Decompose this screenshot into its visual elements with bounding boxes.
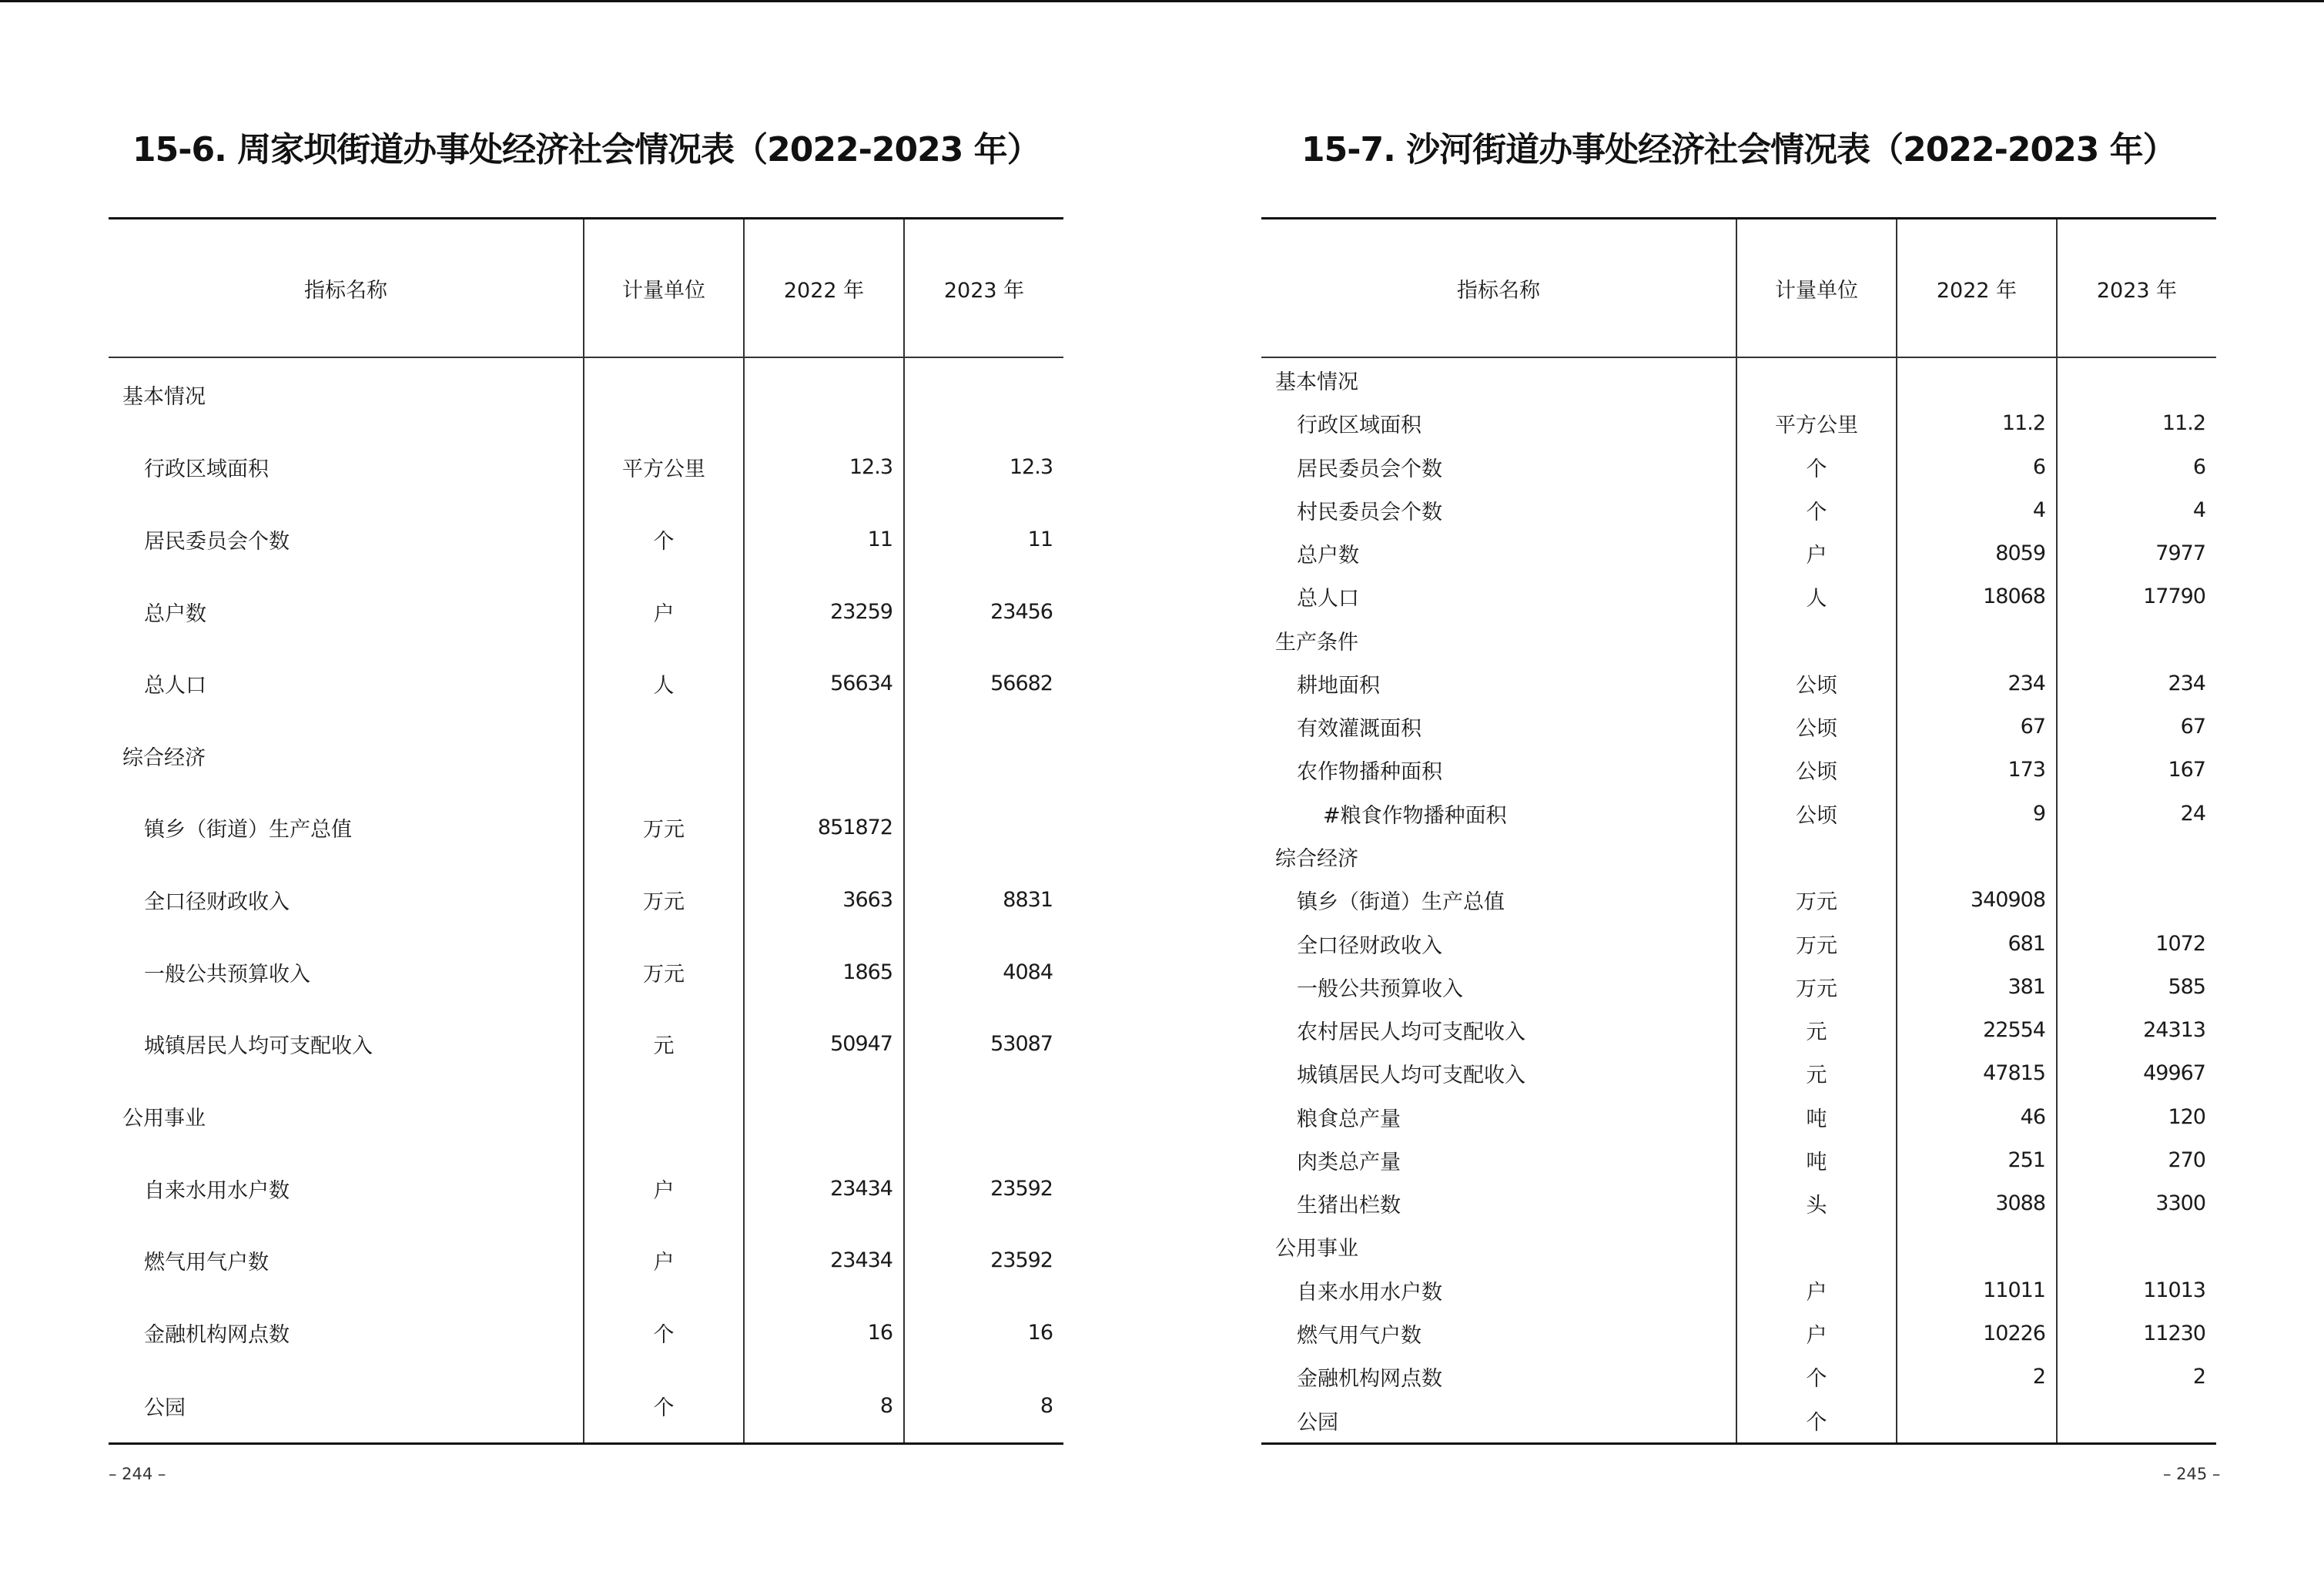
unit-cell: 元 <box>1736 1052 1897 1095</box>
value-2023-cell: 270 <box>2057 1138 2216 1181</box>
indicator-name-cell: 有效灌溉面积 <box>1297 717 1422 742</box>
table-section-row <box>109 357 1063 431</box>
value-2022-cell <box>1897 357 2057 402</box>
indicator-name-cell: 全口径财政收入 <box>1297 933 1442 958</box>
indicator-name-cell: 农村居民人均可支配收入 <box>1297 1020 1525 1045</box>
value-2022-cell: 56634 <box>744 648 904 720</box>
value-2022-cell: 6 <box>1897 445 2057 488</box>
unit-cell: 吨 <box>1736 1138 1897 1181</box>
unit-cell: 公顷 <box>1736 705 1897 749</box>
value-2023-cell <box>2057 1225 2216 1268</box>
value-2023-cell: 585 <box>2057 965 2216 1008</box>
value-2023-cell: 120 <box>2057 1095 2216 1138</box>
table-row <box>1261 1312 2216 1355</box>
table-row <box>109 792 1063 864</box>
value-2022-cell: 1865 <box>744 936 904 1008</box>
value-2022-cell: 3088 <box>1897 1181 2057 1225</box>
unit-cell: 万元 <box>584 864 744 936</box>
value-2022-cell: 67 <box>1897 705 2057 749</box>
value-2022-cell: 381 <box>1897 965 2057 1008</box>
indicator-name-cell: 城镇居民人均可支配收入 <box>1297 1064 1525 1088</box>
value-2022-cell: 851872 <box>744 792 904 864</box>
value-2022-cell: 12.3 <box>744 431 904 504</box>
indicator-name-cell: 燃气用气户数 <box>144 1251 269 1275</box>
unit-cell: 万元 <box>584 792 744 864</box>
header-indicator-name: 指标名称 <box>109 219 584 358</box>
table-row <box>1261 1181 2216 1225</box>
value-2023-cell: 11013 <box>2057 1268 2216 1312</box>
stats-table <box>109 217 1063 1445</box>
value-2022-cell: 681 <box>1897 922 2057 965</box>
value-2022-cell: 3663 <box>744 864 904 936</box>
table-row <box>1261 1052 2216 1095</box>
value-2022-cell: 234 <box>1897 662 2057 705</box>
unit-cell: 万元 <box>584 936 744 1008</box>
unit-cell: 个 <box>1736 1399 1897 1444</box>
value-2023-cell: 11 <box>904 504 1063 576</box>
value-2023-cell: 23456 <box>904 575 1063 648</box>
indicator-name-cell: 总人口 <box>1297 587 1359 611</box>
unit-cell: 人 <box>1736 575 1897 618</box>
table-row <box>109 1297 1063 1369</box>
value-2022-cell: 8 <box>744 1369 904 1443</box>
unit-cell <box>1736 618 1897 662</box>
header-2023: 2023 年 <box>2057 219 2216 358</box>
value-2022-cell <box>744 357 904 431</box>
value-2023-cell: 11.2 <box>2057 402 2216 445</box>
indicator-name-cell: 镇乡（街道）生产总值 <box>144 818 352 843</box>
value-2023-cell: 234 <box>2057 662 2216 705</box>
value-2023-cell: 16 <box>904 1297 1063 1369</box>
table-row <box>109 1369 1063 1443</box>
indicator-name-cell: 总户数 <box>1297 544 1359 568</box>
table-section-row <box>1261 1225 2216 1268</box>
indicator-name-cell: 耕地面积 <box>1297 673 1380 698</box>
value-2023-cell: 8 <box>904 1369 1063 1443</box>
value-2022-cell: 11011 <box>1897 1268 2057 1312</box>
table-row <box>1261 705 2216 749</box>
value-2023-cell: 167 <box>2057 749 2216 792</box>
value-2023-cell <box>2057 879 2216 922</box>
table-row <box>1261 445 2216 488</box>
indicator-name-cell: 肉类总产量 <box>1297 1150 1401 1174</box>
value-2022-cell: 4 <box>1897 488 2057 531</box>
table-row <box>109 1225 1063 1297</box>
value-2022-cell: 340908 <box>1897 879 2057 922</box>
table-row <box>1261 922 2216 965</box>
indicator-name-cell: 公园 <box>1297 1410 1338 1435</box>
table-row <box>1261 965 2216 1008</box>
table-header-row <box>109 219 1063 358</box>
value-2022-cell: 23434 <box>744 1152 904 1225</box>
unit-cell: 户 <box>584 575 744 648</box>
header-indicator-name: 指标名称 <box>1261 219 1736 358</box>
value-2023-cell: 67 <box>2057 705 2216 749</box>
indicator-name-cell: 总人口 <box>144 674 206 699</box>
value-2023-cell: 8831 <box>904 864 1063 936</box>
table-row <box>109 1008 1063 1080</box>
indicator-name-cell: 粮食总产量 <box>1297 1107 1401 1131</box>
unit-cell <box>584 1080 744 1153</box>
table-row <box>109 431 1063 504</box>
value-2023-cell: 24313 <box>2057 1008 2216 1051</box>
unit-cell: 个 <box>1736 488 1897 531</box>
value-2022-cell: 22554 <box>1897 1008 2057 1051</box>
table-row <box>1261 402 2216 445</box>
value-2023-cell: 4 <box>2057 488 2216 531</box>
unit-cell: 公顷 <box>1736 792 1897 835</box>
header-unit: 计量单位 <box>584 219 744 358</box>
indicator-name-cell: #粮食作物播种面积 <box>1323 803 1507 828</box>
value-2023-cell <box>2057 835 2216 878</box>
indicator-name-cell: 总户数 <box>144 601 206 626</box>
value-2022-cell <box>744 720 904 792</box>
unit-cell <box>1736 357 1897 402</box>
value-2022-cell: 11.2 <box>1897 402 2057 445</box>
indicator-name-cell: 城镇居民人均可支配收入 <box>144 1034 373 1059</box>
value-2022-cell: 10226 <box>1897 1312 2057 1355</box>
value-2022-cell <box>1897 835 2057 878</box>
indicator-name-cell: 基本情况 <box>1275 370 1358 394</box>
value-2022-cell: 23259 <box>744 575 904 648</box>
unit-cell: 户 <box>584 1225 744 1297</box>
value-2023-cell: 49967 <box>2057 1052 2216 1095</box>
table-row <box>109 1152 1063 1225</box>
unit-cell <box>584 720 744 792</box>
value-2023-cell <box>2057 618 2216 662</box>
unit-cell: 个 <box>1736 1355 1897 1399</box>
indicator-name-cell: 一般公共预算收入 <box>144 962 310 987</box>
indicator-name-cell: 公园 <box>144 1395 186 1420</box>
unit-cell: 户 <box>1736 1268 1897 1312</box>
value-2023-cell: 23592 <box>904 1152 1063 1225</box>
indicator-name-cell: 自来水用水户数 <box>1297 1280 1442 1305</box>
table-section-row <box>109 1080 1063 1153</box>
indicator-name-cell: 镇乡（街道）生产总值 <box>1297 890 1505 915</box>
value-2022-cell: 11 <box>744 504 904 576</box>
value-2022-cell: 251 <box>1897 1138 2057 1181</box>
value-2022-cell: 47815 <box>1897 1052 2057 1095</box>
unit-cell: 人 <box>584 648 744 720</box>
unit-cell: 个 <box>584 1297 744 1369</box>
page-number: – 245 – <box>2163 1465 2221 1483</box>
value-2023-cell: 53087 <box>904 1008 1063 1080</box>
indicator-name-cell: 综合经济 <box>122 745 206 770</box>
indicator-name-cell: 行政区域面积 <box>1297 414 1422 438</box>
table-header-row <box>1261 219 2216 358</box>
table-title: 15-6. 周家坝街道办事处经济社会情况表（2022-2023 年） <box>132 130 1040 169</box>
unit-cell <box>584 357 744 431</box>
table-body <box>1261 357 2216 1444</box>
table-section-row <box>1261 618 2216 662</box>
table-row <box>1261 879 2216 922</box>
indicator-name-cell: 综合经济 <box>1275 846 1358 871</box>
table-row <box>109 575 1063 648</box>
table-title: 15-7. 沙河街道办事处经济社会情况表（2022-2023 年） <box>1301 130 2176 169</box>
unit-cell: 平方公里 <box>1736 402 1897 445</box>
value-2023-cell: 12.3 <box>904 431 1063 504</box>
indicator-name-cell: 基本情况 <box>122 385 206 410</box>
indicator-name-cell: 生猪出栏数 <box>1297 1194 1401 1218</box>
value-2022-cell: 173 <box>1897 749 2057 792</box>
indicator-name-cell: 农作物播种面积 <box>1297 760 1442 785</box>
unit-cell: 平方公里 <box>584 431 744 504</box>
header-unit: 计量单位 <box>1736 219 1897 358</box>
value-2023-cell <box>904 357 1063 431</box>
value-2023-cell: 17790 <box>2057 575 2216 618</box>
value-2022-cell: 50947 <box>744 1008 904 1080</box>
value-2023-cell: 56682 <box>904 648 1063 720</box>
table-row <box>1261 1399 2216 1444</box>
indicator-name-cell: 居民委员会个数 <box>144 529 290 554</box>
indicator-name-cell: 公用事业 <box>1275 1237 1358 1261</box>
indicator-name-cell: 居民委员会个数 <box>1297 457 1442 481</box>
value-2022-cell: 16 <box>744 1297 904 1369</box>
value-2022-cell: 8059 <box>1897 532 2057 575</box>
unit-cell: 万元 <box>1736 922 1897 965</box>
page-number: – 244 – <box>109 1465 166 1483</box>
header-2023: 2023 年 <box>904 219 1063 358</box>
table-row <box>1261 575 2216 618</box>
table-row <box>1261 749 2216 792</box>
value-2022-cell: 9 <box>1897 792 2057 835</box>
indicator-name-cell: 生产条件 <box>1275 630 1358 655</box>
stats-table <box>1261 217 2216 1445</box>
table-row <box>1261 792 2216 835</box>
indicator-name-cell: 金融机构网点数 <box>1297 1367 1442 1392</box>
value-2023-cell: 23592 <box>904 1225 1063 1297</box>
unit-cell: 元 <box>1736 1008 1897 1051</box>
value-2023-cell <box>904 1080 1063 1153</box>
indicator-name-cell: 一般公共预算收入 <box>1297 977 1463 1001</box>
table-section-row <box>109 720 1063 792</box>
value-2022-cell <box>744 1080 904 1153</box>
value-2023-cell <box>904 792 1063 864</box>
table-row <box>1261 1008 2216 1051</box>
value-2023-cell: 3300 <box>2057 1181 2216 1225</box>
table-row <box>1261 1268 2216 1312</box>
header-2022: 2022 年 <box>1897 219 2057 358</box>
table-row <box>1261 532 2216 575</box>
value-2023-cell: 4084 <box>904 936 1063 1008</box>
value-2022-cell: 18068 <box>1897 575 2057 618</box>
unit-cell: 万元 <box>1736 965 1897 1008</box>
table-row <box>1261 662 2216 705</box>
value-2023-cell: 1072 <box>2057 922 2216 965</box>
unit-cell: 户 <box>584 1152 744 1225</box>
indicator-name-cell: 村民委员会个数 <box>1297 500 1442 524</box>
unit-cell: 吨 <box>1736 1095 1897 1138</box>
value-2023-cell <box>2057 357 2216 402</box>
table-row <box>109 504 1063 576</box>
table-section-row <box>1261 357 2216 402</box>
unit-cell: 个 <box>584 1369 744 1443</box>
indicator-name-cell: 行政区域面积 <box>144 457 269 482</box>
value-2023-cell <box>904 720 1063 792</box>
value-2023-cell: 6 <box>2057 445 2216 488</box>
table-row <box>1261 1095 2216 1138</box>
value-2022-cell <box>1897 1399 2057 1444</box>
table-row <box>1261 1355 2216 1399</box>
value-2022-cell: 23434 <box>744 1225 904 1297</box>
value-2023-cell: 24 <box>2057 792 2216 835</box>
value-2022-cell: 2 <box>1897 1355 2057 1399</box>
value-2023-cell: 2 <box>2057 1355 2216 1399</box>
indicator-name-cell: 自来水用水户数 <box>144 1178 290 1203</box>
unit-cell <box>1736 1225 1897 1268</box>
table-row <box>1261 1138 2216 1181</box>
value-2022-cell <box>1897 618 2057 662</box>
indicator-name-cell: 燃气用气户数 <box>1297 1323 1422 1348</box>
value-2023-cell <box>2057 1399 2216 1444</box>
indicator-name-cell: 公用事业 <box>122 1106 206 1131</box>
indicator-name-cell: 金融机构网点数 <box>144 1322 290 1347</box>
table-row <box>109 864 1063 936</box>
unit-cell <box>1736 835 1897 878</box>
table-body <box>109 357 1063 1444</box>
table-row <box>1261 488 2216 531</box>
unit-cell: 头 <box>1736 1181 1897 1225</box>
unit-cell: 万元 <box>1736 879 1897 922</box>
value-2023-cell: 7977 <box>2057 532 2216 575</box>
unit-cell: 公顷 <box>1736 749 1897 792</box>
header-2022: 2022 年 <box>744 219 904 358</box>
unit-cell: 公顷 <box>1736 662 1897 705</box>
value-2022-cell: 46 <box>1897 1095 2057 1138</box>
table-row <box>109 936 1063 1008</box>
unit-cell: 户 <box>1736 1312 1897 1355</box>
indicator-name-cell: 全口径财政收入 <box>144 890 290 915</box>
value-2023-cell: 11230 <box>2057 1312 2216 1355</box>
page-right <box>1162 0 2324 1588</box>
unit-cell: 个 <box>1736 445 1897 488</box>
table-row <box>109 648 1063 720</box>
value-2022-cell <box>1897 1225 2057 1268</box>
unit-cell: 个 <box>584 504 744 576</box>
unit-cell: 元 <box>584 1008 744 1080</box>
unit-cell: 户 <box>1736 532 1897 575</box>
table-section-row <box>1261 835 2216 878</box>
